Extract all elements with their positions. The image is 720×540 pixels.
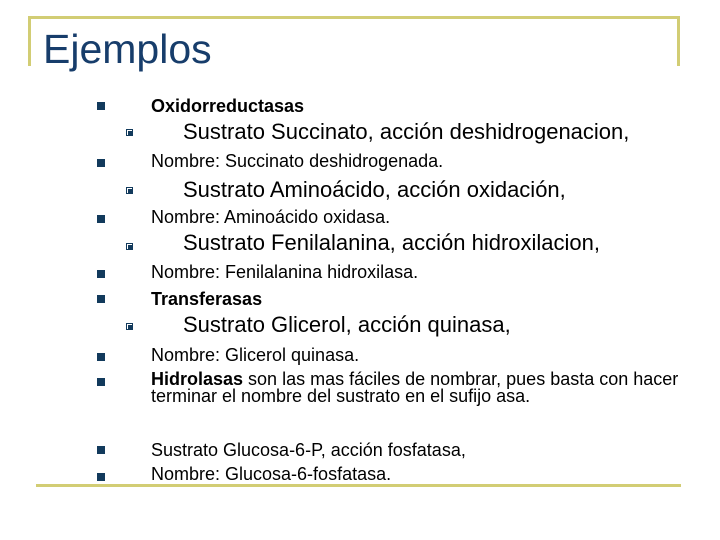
- square-bullet-icon: [97, 102, 105, 110]
- list-item-text: Nombre: Succinato deshidrogenada.: [151, 151, 444, 171]
- square-bullet-icon: [97, 270, 105, 278]
- slide-title: Ejemplos: [43, 26, 212, 72]
- list-item-text: Sustrato Fenilalanina, acción hidroxilacion,: [183, 230, 601, 255]
- square-bullet-icon: [97, 295, 105, 303]
- hollow-square-bullet-icon: [126, 129, 133, 136]
- list-item-text: Nombre: Fenilalanina hidroxilasa.: [151, 262, 419, 282]
- right-rule: [677, 16, 680, 66]
- top-rule: [28, 16, 680, 19]
- square-bullet-icon: [97, 446, 105, 454]
- left-rule: [28, 16, 31, 66]
- square-bullet-icon: [97, 378, 105, 386]
- hidrolasas-text: son las mas fáciles de nombrar, pues basta con hacer terminar el nombre del sustrato en el sufijo asa.: [151, 369, 679, 406]
- list-item-text: Sustrato Glicerol, acción quinasa,: [183, 312, 511, 337]
- list-item-text: Sustrato Glucosa-6-P, acción fosfatasa,: [151, 440, 466, 460]
- square-bullet-icon: [97, 473, 105, 481]
- list-item-text: Sustrato Succinato, acción deshidrogenacion,: [183, 119, 630, 144]
- list-item-text: Sustrato Aminoácido, acción oxidación,: [183, 177, 566, 202]
- list-item-text: Nombre: Glucosa-6-fosfatasa.: [151, 464, 392, 484]
- list-item-text: Nombre: Aminoácido oxidasa.: [151, 207, 391, 227]
- hidrolasas-label: Hidrolasas: [151, 369, 244, 389]
- hollow-square-bullet-icon: [126, 243, 133, 250]
- square-bullet-icon: [97, 215, 105, 223]
- square-bullet-icon: [97, 159, 105, 167]
- square-bullet-icon: [97, 353, 105, 361]
- list-item-text: [151, 371, 691, 405]
- hollow-square-bullet-icon: [126, 187, 133, 194]
- hollow-square-bullet-icon: [126, 323, 133, 330]
- bottom-rule: [36, 484, 681, 487]
- list-item-text: Transferasas: [151, 289, 263, 309]
- list-item-text: Nombre: Glicerol quinasa.: [151, 345, 360, 365]
- list-item-text: Oxidorreductasas: [151, 96, 305, 116]
